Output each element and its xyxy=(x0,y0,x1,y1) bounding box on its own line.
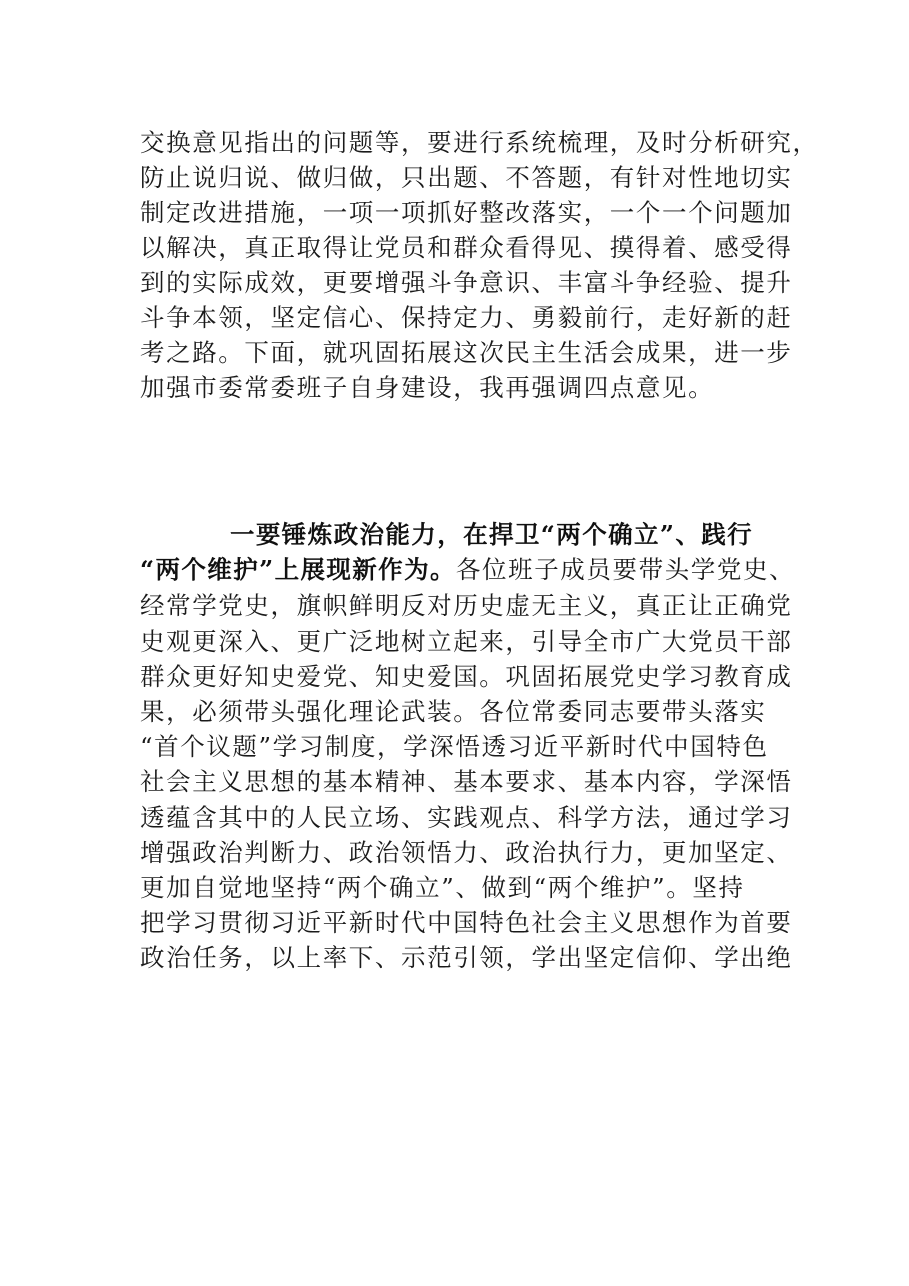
text-line: 防止说归说、做归做，只出题、不答题，有针对性地切实 xyxy=(140,163,793,192)
text-line: 把学习贯彻习近平新时代中国特色社会主义思想作为首要 xyxy=(140,908,793,937)
text-line: 更加自觉地坚持“两个确立”、做到“两个维护”。坚持 xyxy=(140,873,745,902)
text-line: 增强政治判断力、政治领悟力、政治执行力，更加坚定、 xyxy=(140,838,793,867)
text-line: 透蕴含其中的人民立场、实践观点、科学方法，通过学习 xyxy=(140,803,793,832)
text-line: 果，必须带头强化理论武装。各位常委同志要带头落实 xyxy=(140,697,767,726)
section-heading xyxy=(230,520,753,550)
text-line: 政治任务，以上率下、示范引领，学出坚定信仰、学出绝 xyxy=(140,943,793,972)
text-line xyxy=(140,555,795,585)
section-heading-text: “两个维护”上展现新作为。 xyxy=(140,555,456,584)
text-line: 加强市委常委班子自身建设，我再强调四点意见。 xyxy=(140,373,715,402)
text-line: 考之路。下面，就巩固拓展这次民主生活会成果，进一步 xyxy=(140,338,793,367)
text-line: 以解决，真正取得让党员和群众看得见、摸得着、感受得 xyxy=(140,233,793,262)
text-line: 制定改进措施，一项一项抓好整改落实，一个一个问题加 xyxy=(140,198,793,227)
text-line: 斗争本领，坚定信心、保持定力、勇毅前行，走好新的赶 xyxy=(140,303,793,332)
text-line: 到的实际成效，更要增强斗争意识、丰富斗争经验、提升 xyxy=(140,268,793,297)
text-line: 经常学党史，旗帜鲜明反对历史虚无主义，真正让正确党 xyxy=(140,591,793,620)
text-line: 交换意见指出的问题等，要进行系统梳理，及时分析研究， xyxy=(140,128,819,157)
text-line: 社会主义思想的基本精神、基本要求、基本内容，学深悟 xyxy=(140,767,793,796)
text-line: 史观更深入、更广泛地树立起来，引导全市广大党员干部 xyxy=(140,627,793,656)
text-line: “首个议题”学习制度，学深悟透习近平新时代中国特色 xyxy=(140,732,769,761)
section-heading-text: 一要锤炼政治能力，在捍卫“两个确立”、践行 xyxy=(230,520,754,549)
text-line: 群众更好知史爱党、知史爱国。巩固拓展党史学习教育成 xyxy=(140,662,793,691)
text-line-rest: 各位班子成员要带头学党史、 xyxy=(455,555,796,584)
